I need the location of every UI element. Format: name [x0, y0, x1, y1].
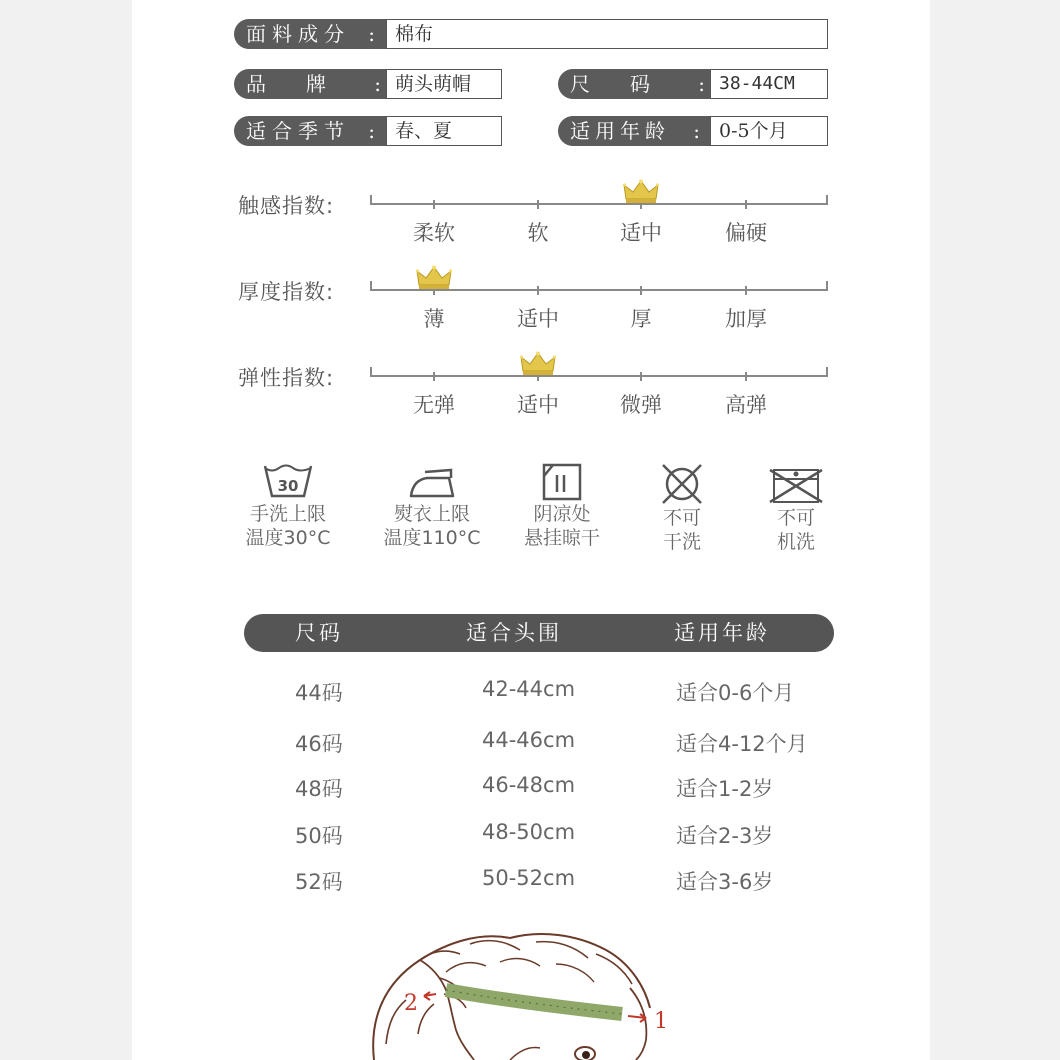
- colon: :: [693, 119, 705, 143]
- no-machine-wash-icon: [766, 462, 826, 506]
- scale-option: 厚: [630, 307, 652, 331]
- scale-option: 偏硬: [725, 221, 767, 245]
- spec-fabric: [234, 19, 828, 49]
- age-range-cell: 适合1-2岁: [676, 777, 774, 801]
- spec-age-label: [558, 116, 710, 146]
- spec-fabric-label-text: 面料成分: [246, 22, 350, 46]
- care-iron-line2: 温度110°C: [383, 527, 481, 549]
- spec-season: [234, 116, 502, 146]
- scale-option: 高弹: [725, 393, 767, 417]
- care-no-machine-wash-line1: 不可: [776, 507, 815, 529]
- wash-temperature-badge: 30: [277, 477, 299, 495]
- spec-fabric-label: [234, 19, 386, 49]
- no-dry-clean-icon: [655, 462, 709, 506]
- spec-size: [558, 69, 828, 99]
- size-cell: 50码: [295, 824, 343, 848]
- scale-option: 加厚: [725, 307, 767, 331]
- head-circumference-cell: 44-46cm: [482, 728, 576, 752]
- scale-end-cap: [826, 367, 828, 377]
- scale-tick: [433, 200, 435, 209]
- colon: :: [368, 119, 381, 143]
- care-no-dry-clean-line1: 不可: [662, 507, 701, 529]
- care-iron-line1: 熨衣上限: [393, 503, 470, 525]
- age-range-cell: 适合2-3岁: [676, 824, 774, 848]
- measure-marker-2: 2: [404, 991, 418, 1016]
- crown-selected-icon: [416, 265, 452, 291]
- care-hand-wash: [228, 462, 348, 550]
- scale-tick: [433, 372, 435, 381]
- spec-season-value: 春、夏: [386, 116, 502, 146]
- care-shade-dry: [502, 462, 622, 550]
- spec-brand-label-text: 品 牌: [246, 72, 326, 96]
- spec-season-label-text: 适合季节: [246, 119, 350, 143]
- spec-age-value: 0-5个月: [710, 116, 828, 146]
- scale-end-cap: [370, 195, 372, 205]
- care-no-dry-clean-line2: 干洗: [662, 531, 701, 553]
- scale-option: 柔软: [413, 221, 455, 245]
- scale-end-cap: [826, 281, 828, 291]
- size-cell: 48码: [295, 777, 343, 801]
- age-range-cell: 适合4-12个月: [676, 732, 808, 756]
- scale-end-cap: [826, 195, 828, 205]
- scale-label: 弹性指数:: [238, 366, 335, 390]
- head-circumference-cell: 50-52cm: [482, 866, 576, 890]
- spec-fabric-value: 棉布: [386, 19, 828, 49]
- scale-end-cap: [370, 367, 372, 377]
- scale-label: 触感指数:: [238, 194, 335, 218]
- size-table-header: [244, 614, 834, 652]
- scale-tick: [745, 200, 747, 209]
- colon: :: [374, 72, 381, 96]
- scale-label: 厚度指数:: [238, 280, 335, 304]
- spec-size-label-text: 尺 码: [570, 72, 650, 96]
- crown-selected-icon: [623, 179, 659, 205]
- spec-age: [558, 116, 828, 146]
- scale-tick: [745, 372, 747, 381]
- head-circumference-cell: 42-44cm: [482, 677, 576, 701]
- head-circumference-cell: 46-48cm: [482, 773, 576, 797]
- age-range-cell: 适合3-6岁: [676, 870, 774, 894]
- care-shade-dry-line1: 阴凉处: [533, 503, 591, 525]
- care-hand-wash-line1: 手洗上限: [249, 503, 326, 525]
- crown-selected-icon: [520, 351, 556, 377]
- scale-option: 无弹: [413, 393, 455, 417]
- measure-marker-1: 1: [654, 1009, 668, 1034]
- shade-dry-icon: [535, 462, 589, 502]
- head-circumference-cell: 48-50cm: [482, 820, 576, 844]
- scale-option: 薄: [423, 307, 445, 331]
- colon: :: [698, 72, 705, 96]
- size-cell: 46码: [295, 732, 343, 756]
- scale-tick: [745, 286, 747, 295]
- scale-option: 适中: [517, 307, 559, 331]
- size-cell: 44码: [295, 681, 343, 705]
- age-range-cell: 适合0-6个月: [676, 681, 795, 705]
- scale-option: 软: [527, 221, 549, 245]
- care-iron: [372, 462, 492, 550]
- spec-age-label-text: 适用年龄: [570, 119, 670, 143]
- hand-wash-30-icon: [261, 462, 315, 502]
- care-hand-wash-line2: 温度30°C: [245, 527, 331, 549]
- care-shade-dry-line2: 悬挂晾干: [523, 527, 600, 549]
- spec-brand-label: [234, 69, 386, 99]
- spec-season-label: [234, 116, 386, 146]
- scale-track: [370, 203, 828, 205]
- scale-tick: [537, 200, 539, 209]
- spec-brand-value: 萌头萌帽: [386, 69, 502, 99]
- scale-end-cap: [370, 281, 372, 291]
- care-no-machine-wash-line2: 机洗: [776, 531, 815, 553]
- colon: :: [368, 22, 381, 46]
- scale-track: [370, 375, 828, 377]
- spec-size-value: 38-44CM: [710, 69, 828, 99]
- scale-option: 适中: [620, 221, 662, 245]
- scale-tick: [537, 286, 539, 295]
- size-header-age: 适用年龄: [674, 621, 770, 645]
- scale-option: 适中: [517, 393, 559, 417]
- size-header-size: 尺码: [295, 621, 343, 645]
- head-measurement-illustration: [360, 924, 700, 1060]
- care-no-dry-clean: [622, 462, 742, 554]
- spec-brand: [234, 69, 502, 99]
- size-cell: 52码: [295, 870, 343, 894]
- spec-size-label: [558, 69, 710, 99]
- scale-option: 微弹: [620, 393, 662, 417]
- iron-icon: [405, 462, 459, 502]
- scale-tick: [640, 372, 642, 381]
- scale-tick: [640, 286, 642, 295]
- care-no-machine-wash: [736, 462, 856, 554]
- size-header-head: 适合头围: [466, 621, 562, 645]
